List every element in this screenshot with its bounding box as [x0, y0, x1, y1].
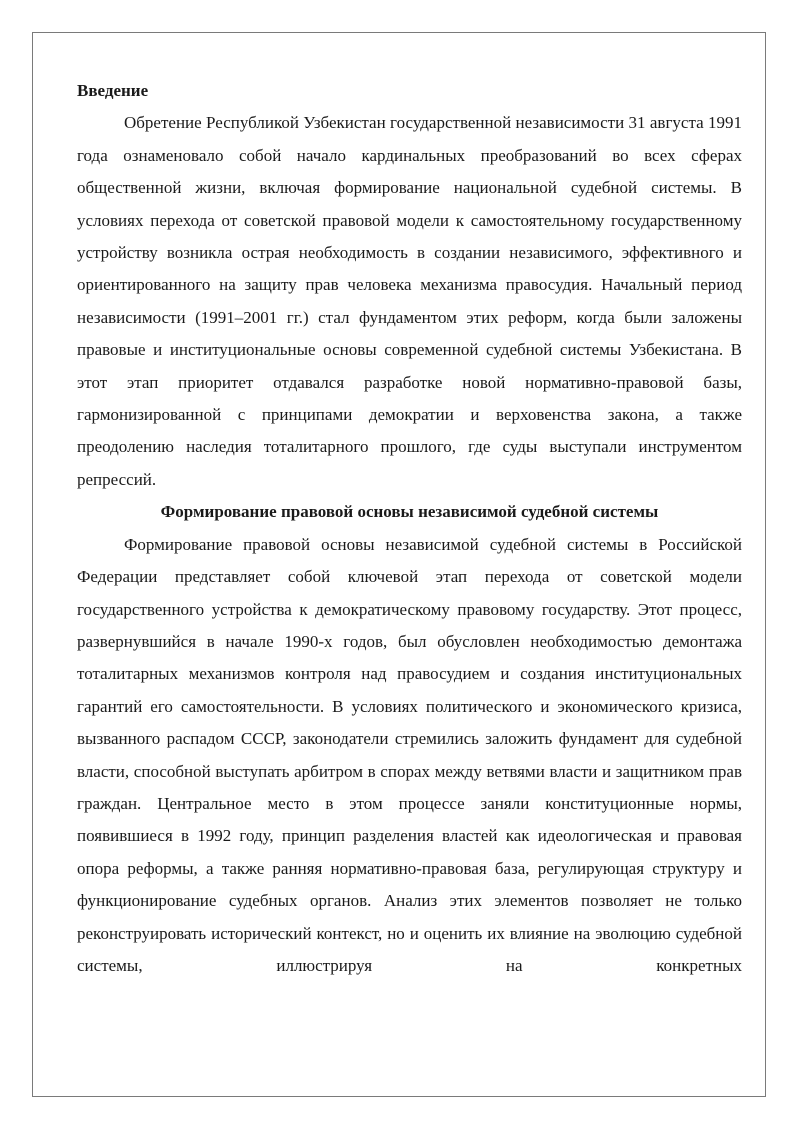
intro-paragraph: Обретение Республикой Узбекистан государственной независимости 31 августа 1991 года ознаменовало собой начало кардинальных преобразований во всех сферах общественной жизни, включая формирование национальной судебной системы. В условиях перехода от советской правовой модели к самостоятельному государственному устройству возникла острая необходимость в создании независимого, эффективного и ориентированного на защиту прав человека механизма правосудия. Начальный период независимости (1991–2001 гг.) стал фундаментом этих реформ, когда были заложены правовые и институциональные основы современной судебной системы Узбекистана. В этот этап приоритет отдавался разработке новой нормативно-правовой базы, гармонизированной с принципами демократии и верховенства закона, а также преодолению наследия тоталитарного прошлого, где суды выступали инструментом репрессий. [77, 113, 742, 489]
section-paragraph: Формирование правовой основы независимой судебной системы в Российской Федерации представляет собой ключевой этап перехода от советской модели государственного устройства к демократическому правовому государству. Этот процесс, развернувшийся в начале 1990-х годов, был обусловлен необходимостью демонтажа тоталитарных механизмов контроля над правосудием и создания институциональных гарантий его самостоятельности. В условиях политического и экономического кризиса, вызванного распадом СССР, законодатели стремились заложить фундамент для судебной власти, способной выступать арбитром в спорах между ветвями власти и защитником прав граждан. Центральное место в этом процессе заняли конституционные нормы, появившиеся в 1992 году, принцип разделения властей как идеологическая и правовая опора реформы, а также ранняя нормативно-правовая база, регулирующая структуру и функционирование судебных органов. Анализ этих элементов позволяет не только реконструировать исторический контекст, но и оценить их влияние на эволюцию судебной системы, иллюстрируя на конкретных [77, 534, 742, 975]
document-body [77, 75, 742, 982]
intro-heading: Введение [77, 81, 149, 100]
document-page [32, 32, 766, 1097]
section-heading: Формирование правовой основы независимой судебной системы [160, 502, 659, 522]
